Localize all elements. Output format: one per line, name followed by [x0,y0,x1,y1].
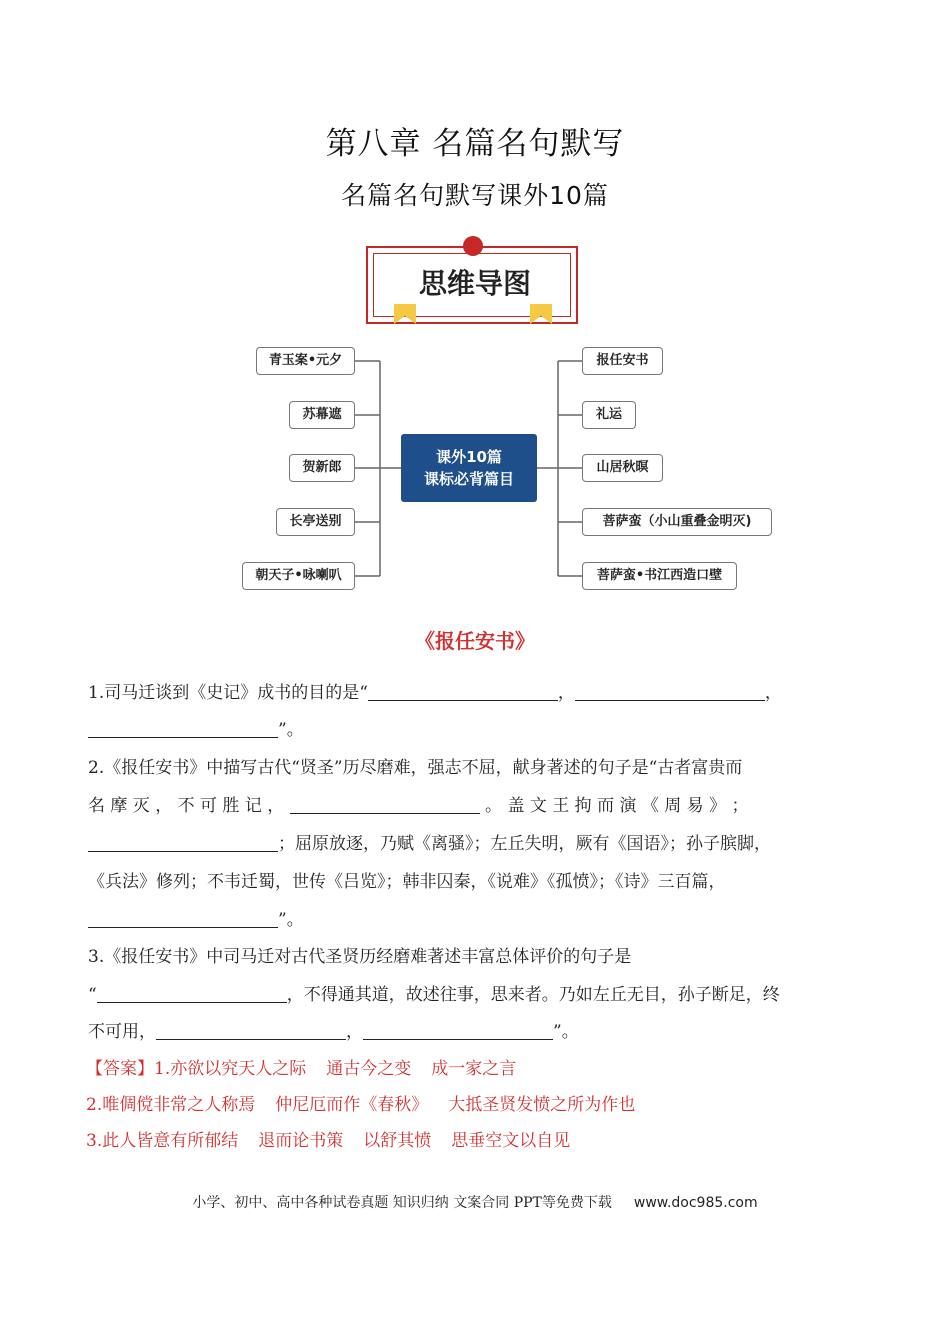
answer-item: 通古今之变 [326,1059,412,1079]
question-3-line-3 [88,1017,579,1042]
fill-blank[interactable] [88,721,278,738]
mindmap-right-item: 报任安书 [582,347,663,375]
fill-blank[interactable] [88,835,278,852]
footer-link[interactable]: www.doc985.com [633,1195,758,1211]
mindmap-right-item: 菩萨蛮•书江西造口壁 [582,562,737,590]
question-text: “ [88,985,97,1005]
question-text: ”。 [278,720,304,740]
answer-line-1: 【答案】1.亦欲以究天人之际 通古今之变 成一家之言 [86,1059,517,1079]
section-title: 《报任安书》 [415,629,535,653]
question-1-line-1 [88,678,782,703]
fill-blank[interactable] [97,986,287,1003]
answer-line-2: 2.唯倜傥非常之人称焉 仲尼厄而作《春秋》 大抵圣贤发愤之所为作也 [86,1095,636,1115]
mindmap-banner-title: 思维导图 [418,267,531,300]
answer-item: 退而论书策 [258,1131,344,1151]
page-subtitle: 名篇名句默写课外10篇 [341,181,609,210]
mindmap-left-item: 青玉案•元夕 [256,347,355,375]
fill-blank[interactable] [290,797,480,814]
center-node-line2: 课标必背篇目 [423,470,514,488]
fill-blank[interactable] [156,1023,346,1040]
question-text: ，不得通其道，故述往事，思来者。乃如左丘无目，孙子断足，终 [286,985,780,1005]
question-text: ”。 [278,910,304,930]
question-text: 。 盖 文 王 拘 而 演 《 周 易 》 ； [485,796,749,816]
question-text: ， [346,1022,363,1042]
question-2-line-2 [88,791,749,816]
center-node-line1: 课外10篇 [436,448,502,466]
question-text: 不可用， [88,1022,156,1042]
ribbon-left-icon [394,304,416,316]
mindmap-right-item: 山居秋暝 [582,454,663,482]
answer-item: 仲尼厄而作《春秋》 [275,1095,429,1115]
question-text: ；屈原放逐，乃赋《离骚》；左丘失明，厥有《国语》；孙子膑脚， [278,834,771,854]
question-text: ”。 [553,1022,579,1042]
mindmap-left-item: 贺新郎 [289,454,355,482]
ribbon-right-icon [530,304,552,316]
mindmap-left-item: 苏幕遮 [289,401,355,429]
answer-item: 唯倜傥非常之人称焉 [102,1095,256,1115]
fill-blank[interactable] [368,684,558,701]
question-2-line-1: 2.《报任安书》中描写古代“贤圣”历尽磨难，强志不屈，献身著述的句子是“古者富贵而 [88,758,743,778]
footer-text: 小学、初中、高中各种试卷真题 知识归纳 文案合同 PPT等免费下载 [192,1195,612,1211]
answer-item: 思垂空文以自见 [451,1131,571,1151]
pin-icon [463,236,483,256]
answer-label: 【答案】 [86,1059,154,1079]
fill-blank[interactable] [363,1023,553,1040]
fill-blank[interactable] [575,684,765,701]
question-3-line-2 [88,980,780,1005]
question-text: 名 摩 灭 ， 不 可 胜 记 ， [88,796,285,816]
answer-line-3: 3.此人皆意有所郁结 退而论书策 以舒其愤 思垂空文以自见 [86,1131,571,1151]
question-1-line-2 [88,715,304,740]
mindmap-center-node [401,434,537,502]
mind-map [0,230,950,600]
question-2-line-4: 《兵法》修列；不韦迁蜀，世传《吕览》；韩非囚秦，《说难》《孤愤》；《诗》三百篇， [88,872,726,892]
answer-item: 此人皆意有所郁结 [102,1131,239,1151]
mindmap-right-item: 礼运 [582,401,636,429]
fill-blank[interactable] [88,911,278,928]
page-footer [0,1192,950,1212]
question-text: ， [764,683,782,703]
answer-item: 成一家之言 [431,1059,517,1079]
mindmap-left-item: 朝天子•咏喇叭 [242,562,355,590]
page-title: 第八章 名篇名句默写 [325,126,625,162]
mindmap-right-item: 菩萨蛮（小山重叠金明灭) [582,508,772,536]
question-3-line-1: 3.《报任安书》中司马迁对古代圣贤历经磨难著述丰富总体评价的句子是 [88,947,632,967]
question-2-line-3 [88,829,771,854]
question-text: 1.司马迁谈到《史记》成书的目的是“ [88,683,368,703]
mindmap-left-item: 长亭送别 [276,508,355,536]
question-2-line-5 [88,905,304,930]
answer-item: 亦欲以究天人之际 [170,1059,307,1079]
question-text: ， [557,683,575,703]
answer-item: 大抵圣贤发愤之所为作也 [448,1095,636,1115]
answer-item: 以舒其愤 [363,1131,432,1151]
